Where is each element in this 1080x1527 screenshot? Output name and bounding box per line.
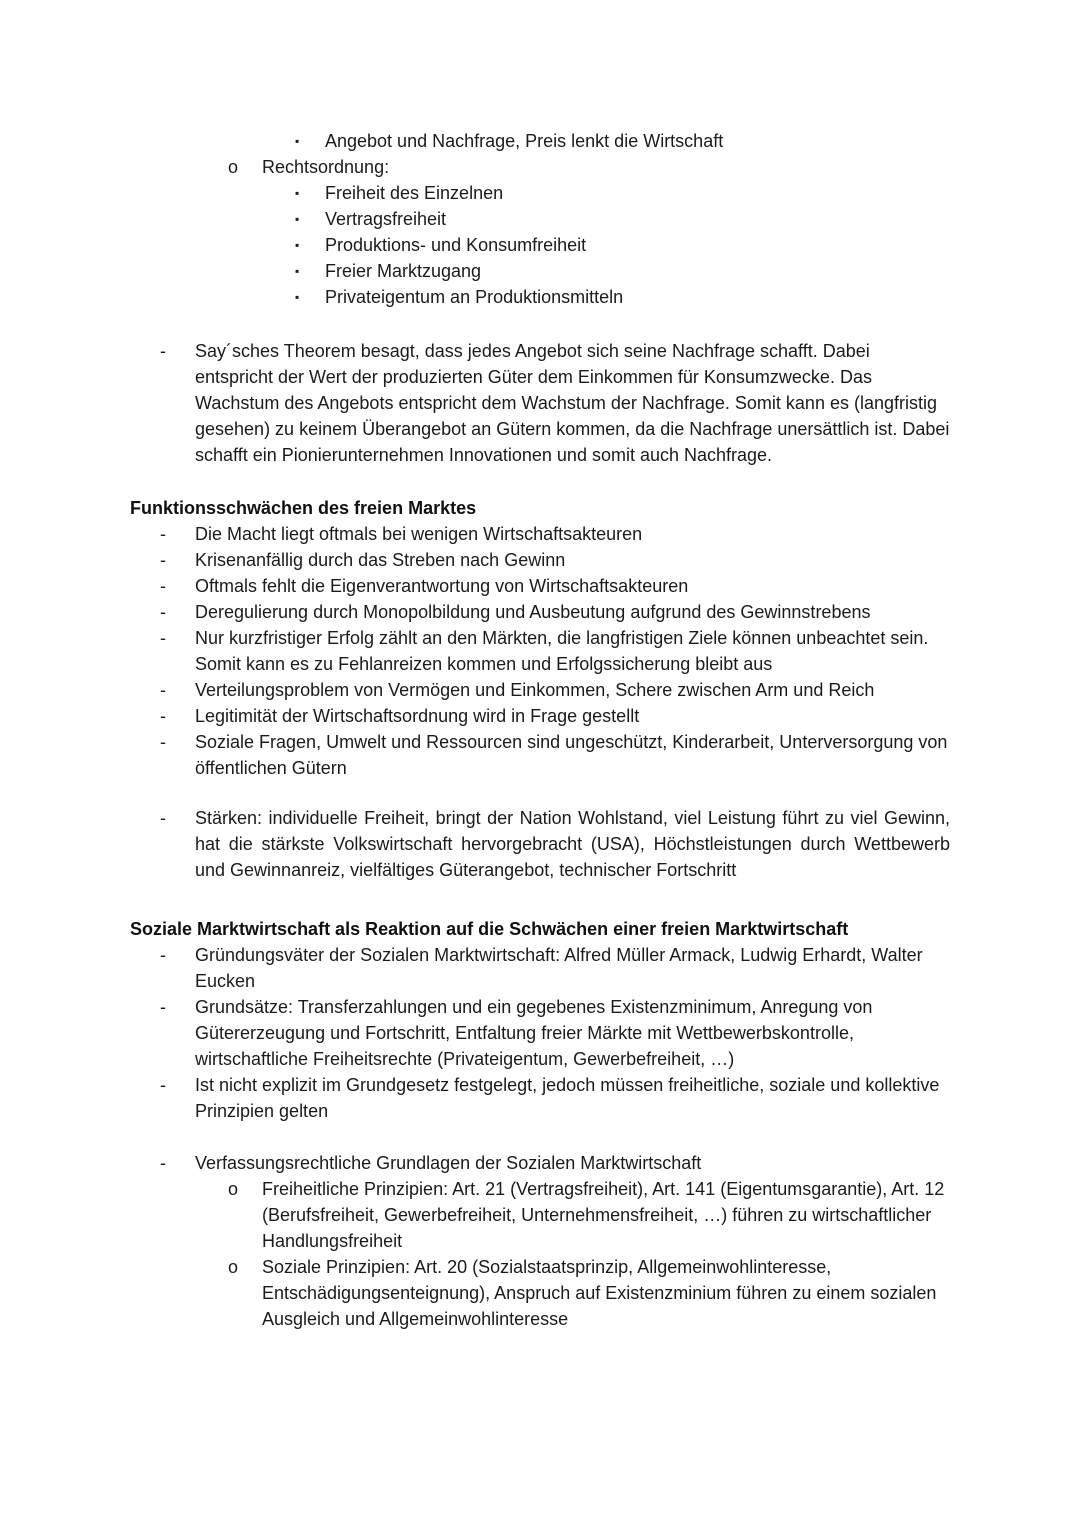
list-item bbox=[130, 677, 950, 703]
section-heading-social-market: Soziale Marktwirtschaft als Reaktion auf die Schwächen einer freien Marktwirtschaft bbox=[130, 919, 849, 939]
square-bullet-icon: ▪ bbox=[295, 264, 300, 278]
list-item bbox=[130, 180, 950, 206]
list-item bbox=[130, 573, 950, 599]
dash-bullet-icon: - bbox=[160, 550, 166, 570]
list-item bbox=[130, 1176, 950, 1254]
list-item bbox=[130, 942, 950, 994]
square-bullet-icon: ▪ bbox=[295, 212, 300, 226]
list-item-constitutional bbox=[130, 1150, 950, 1176]
list-item bbox=[130, 521, 950, 547]
list-item-text: Soziale Prinzipien: Art. 20 (Sozialstaatsprinzip, Allgemeinwohlinteresse, Entschädigungsenteignung), Anspruch auf Existenzminium führen zu einem sozialen Ausgleich und Allgemeinwohlinteresse bbox=[262, 1257, 937, 1329]
list-item-text: Produktions- und Konsumfreiheit bbox=[325, 235, 587, 255]
list-item bbox=[130, 729, 950, 781]
list-item bbox=[130, 1072, 950, 1124]
list-item-text: Vertragsfreiheit bbox=[325, 209, 447, 229]
list-item-text: Rechtsordnung: bbox=[262, 157, 390, 177]
square-bullet-icon: ▪ bbox=[295, 186, 300, 200]
list-item bbox=[130, 232, 950, 258]
dash-bullet-icon: - bbox=[160, 576, 166, 596]
list-item bbox=[130, 625, 950, 677]
square-bullet-icon: ▪ bbox=[295, 290, 300, 304]
paragraph-text: Say´sches Theorem besagt, dass jedes Angebot sich seine Nachfrage schafft. Dabei entspricht der Wert der produzierten Güter dem Einkommen für Konsumzwecke. Das Wachstum des Angebots entspricht dem Wachstum der Nachfrage. Somit kann es (langfristig gesehen) zu keinem Überangebot an Gütern kommen, da die Nachfrage unersättlich ist. Dabei schafft ein Pionierunternehmen Innovationen und somit auch Nachfrage. bbox=[195, 341, 950, 465]
dash-bullet-icon: - bbox=[160, 1075, 166, 1095]
list-item bbox=[130, 284, 950, 310]
paragraph-say-theorem bbox=[130, 338, 950, 468]
list-item-text: Freier Marktzugang bbox=[325, 261, 482, 281]
list-item-text: Freiheitliche Prinzipien: Art. 21 (Vertragsfreiheit), Art. 141 (Eigentumsgarantie), Art. 12 (Berufsfreiheit, Gewerbefreiheit, Unternehmensfreiheit, …) führen zu wirtschaftlicher Handlungsfreiheit bbox=[262, 1179, 945, 1251]
list-item bbox=[130, 258, 950, 284]
list-item-text: Ist nicht explizit im Grundgesetz festgelegt, jedoch müssen freiheitliche, soziale und kollektive Prinzipien gelten bbox=[195, 1075, 940, 1121]
list-item-text: Soziale Fragen, Umwelt und Ressourcen sind ungeschützt, Kinderarbeit, Unterversorgung von öffentlichen Gütern bbox=[195, 732, 948, 778]
list-item bbox=[130, 1254, 950, 1332]
list-item bbox=[130, 703, 950, 729]
dash-bullet-icon: - bbox=[160, 706, 166, 726]
paragraph-strengths bbox=[130, 805, 950, 883]
square-bullet-icon: ▪ bbox=[295, 238, 300, 252]
list-item-text: Gründungsväter der Sozialen Marktwirtschaft: Alfred Müller Armack, Ludwig Erhardt, Walter Eucken bbox=[195, 945, 923, 991]
dash-bullet-icon: - bbox=[160, 628, 166, 648]
dash-bullet-icon: - bbox=[160, 341, 166, 361]
square-bullet-icon: ▪ bbox=[295, 134, 300, 148]
list-item-text: Angebot und Nachfrage, Preis lenkt die Wirtschaft bbox=[325, 131, 724, 151]
dash-bullet-icon: - bbox=[160, 945, 166, 965]
list-item-text: Oftmals fehlt die Eigenverantwortung von Wirtschaftsakteuren bbox=[195, 576, 689, 596]
list-item-text: Verfassungsrechtliche Grundlagen der Sozialen Marktwirtschaft bbox=[195, 1153, 702, 1173]
paragraph-text: Stärken: individuelle Freiheit, bringt der Nation Wohlstand, viel Leistung führt zu viel Gewinn, hat die stärkste Volkswirtschaft hervorgebracht (USA), Höchstleistungen durch Wettbewerb und Gewinnanreiz, vielfältiges Güterangebot, technischer Fortschritt bbox=[195, 808, 950, 880]
list-item-rechtsordnung bbox=[130, 154, 950, 180]
circle-bullet-icon: o bbox=[228, 1179, 239, 1199]
list-item-text: Deregulierung durch Monopolbildung und Ausbeutung aufgrund des Gewinnstrebens bbox=[195, 602, 871, 622]
list-item bbox=[130, 128, 950, 154]
list-item-text: Nur kurzfristiger Erfolg zählt an den Märkten, die langfristigen Ziele können unbeachtet sein. Somit kann es zu Fehlanreizen kommen und Erfolgssicherung bleibt aus bbox=[195, 628, 929, 674]
circle-bullet-icon: o bbox=[228, 157, 239, 177]
list-item bbox=[130, 206, 950, 232]
dash-bullet-icon: - bbox=[160, 732, 166, 752]
dash-bullet-icon: - bbox=[160, 997, 166, 1017]
list-item-text: Verteilungsproblem von Vermögen und Einkommen, Schere zwischen Arm und Reich bbox=[195, 680, 875, 700]
list-item bbox=[130, 547, 950, 573]
list-item-text: Freiheit des Einzelnen bbox=[325, 183, 504, 203]
dash-bullet-icon: - bbox=[160, 808, 166, 828]
list-item bbox=[130, 994, 950, 1072]
list-item bbox=[130, 599, 950, 625]
list-item-text: Die Macht liegt oftmals bei wenigen Wirtschaftsakteuren bbox=[195, 524, 643, 544]
dash-bullet-icon: - bbox=[160, 680, 166, 700]
section-heading-weaknesses: Funktionsschwächen des freien Marktes bbox=[130, 498, 477, 518]
list-item-text: Privateigentum an Produktionsmitteln bbox=[325, 287, 624, 307]
circle-bullet-icon: o bbox=[228, 1257, 239, 1277]
list-item-text: Grundsätze: Transferzahlungen und ein gegebenes Existenzminimum, Anregung von Gütererzeugung und Fortschritt, Entfaltung freier Märkte mit Wettbewerbskontrolle, wirtschaftliche Freiheitsrechte (Privateigentum, Gewerbefreiheit, …) bbox=[195, 997, 873, 1069]
dash-bullet-icon: - bbox=[160, 1153, 166, 1173]
list-item-text: Krisenanfällig durch das Streben nach Gewinn bbox=[195, 550, 566, 570]
dash-bullet-icon: - bbox=[160, 602, 166, 622]
list-item-text: Legitimität der Wirtschaftsordnung wird in Frage gestellt bbox=[195, 706, 640, 726]
dash-bullet-icon: - bbox=[160, 524, 166, 544]
